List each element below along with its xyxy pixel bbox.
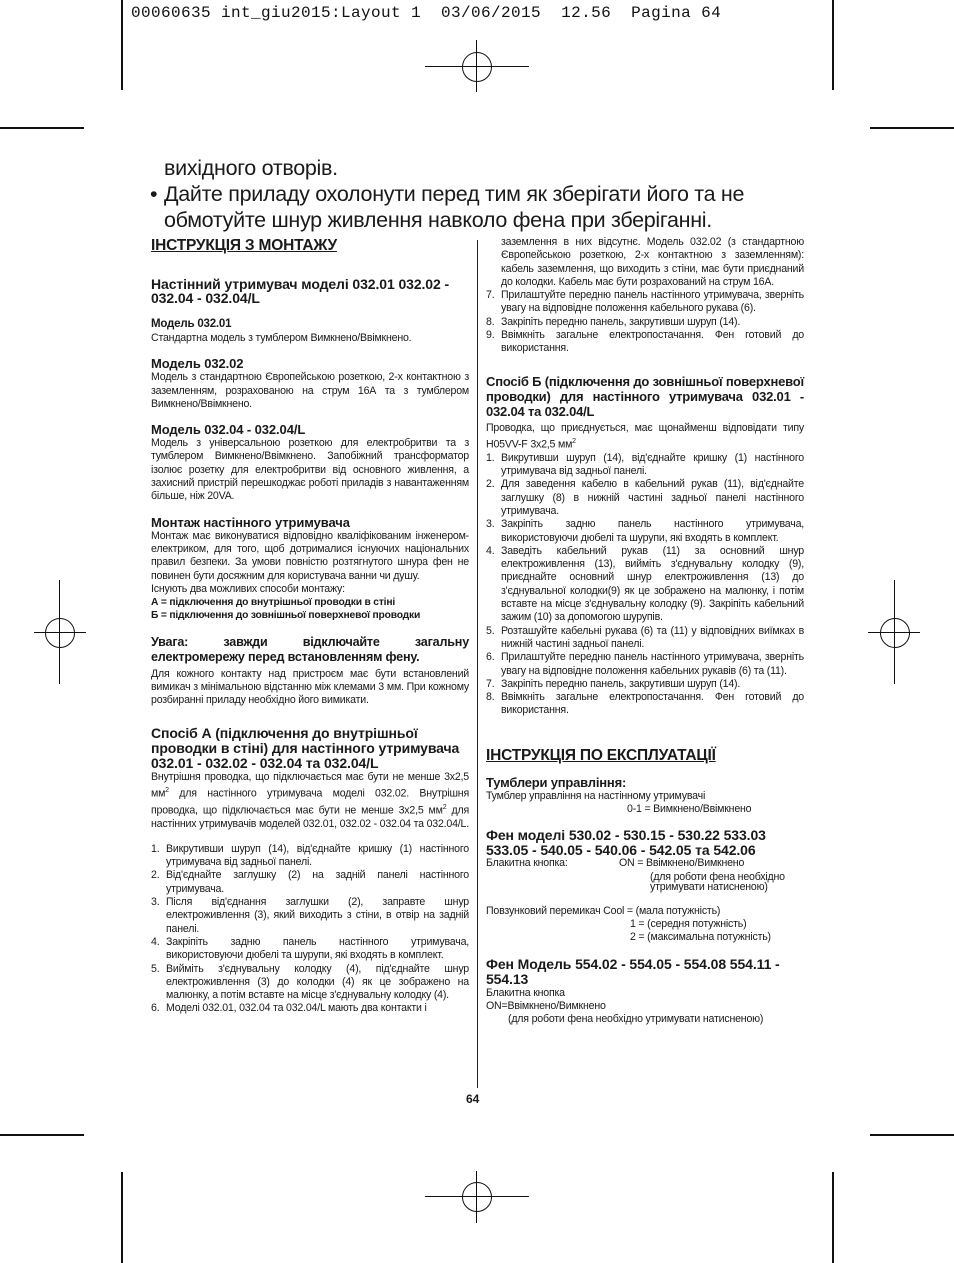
warning-title: Увага: завжди відключайте загальну електромережу перед встановленням фену. bbox=[151, 634, 469, 664]
left-column bbox=[151, 236, 469, 1016]
method-a-title: Спосіб А (підключення до внутрішньої проводки в стіні) для настінного утримувача 032.01 - 032.02 - 032.04 та 032.04/L bbox=[151, 724, 460, 771]
bullet: • bbox=[150, 182, 158, 206]
list-item: 9. Ввімкніть загальне електропостачання. Фен готовий до використання. bbox=[486, 329, 804, 355]
mounting-title: Монтаж настінного утримувача bbox=[151, 514, 350, 530]
fen2-button-label: Блакитна кнопка bbox=[486, 986, 565, 999]
list-item: 1. Викрутивши шуруп (14), від'єднайте кришку (1) настінного утримувача від задньої панелі. bbox=[486, 451, 804, 478]
intro-block bbox=[150, 155, 840, 233]
list-item: 7. Закріпіть передню панель, закрутивши шуруп (14). bbox=[486, 677, 741, 690]
registration-mark-bottom bbox=[462, 1182, 492, 1212]
fen-models-1-title: Фен моделі 530.02 - 530.15 - 530.22 533.03 533.05 - 540.05 - 540.06 - 542.05 та 542.06 bbox=[486, 827, 766, 858]
fen-models-2-title: Фен Модель 554.02 - 554.05 - 554.08 554.11 - 554.13 bbox=[486, 955, 780, 987]
mounting-options-intro: Існують два можливих способи монтажу: bbox=[151, 582, 345, 595]
registration-mark-top bbox=[462, 52, 492, 82]
slider-value-1: 1 = (середня потужність) bbox=[630, 917, 747, 930]
list-item: 1. Викрутивши шуруп (14), від'єднайте кришку (1) настінного утримувача від задньої панелі. bbox=[151, 842, 469, 869]
list-item: 3. Після від'єднання заглушки (2), заправте шнур електроживлення (3), який виходить з стіни, в отвір на задній панелі. bbox=[151, 896, 469, 935]
list-item: 6. Прилаштуйте передню панель настінного утримувача, зверніть увагу на відповідне положення кабельних рукавів (6) та (11). bbox=[486, 651, 804, 677]
list-item: 7. Прилаштуйте передню панель настінного утримувача, зверніть увагу на відповідне положення кабельного рукава (6). bbox=[486, 289, 804, 315]
list-item: 8. Закріпіть передню панель, закрутивши шуруп (14). bbox=[486, 315, 741, 328]
method-b-text: Проводка, що приєднується, має щонайменш відповідати типу H05VV-F 3х2,5 $мм^2$ bbox=[486, 421, 804, 451]
mounting-text: Монтаж має виконуватися відповідно кваліфікованим інженером-електриком, для того, щоб дотрималися існуючих національних правил безпеки. За умови повністю розтягнутого шнура фен не повинен бути досяжним для користувача ванни чи душу. bbox=[151, 529, 469, 582]
model-032-04-text: Модель з універсальною розеткою для електробритви та з тумблером Вимкнено/Ввімкнено. Запобіжний трансформатор ізолює розетку для електробритви від основного живлення, а захисний пристрій перешкоджає роботі приладів з навантаженням більше, ніж 20VA. bbox=[151, 437, 469, 503]
method-a-text: Внутрішня проводка, що підключається має бути не менше 3х2,5 $мм^2$ для настінного утримувача моделі 032.02. Внутрішня проводка, що підключається має бути не менше 3х2,5 $мм^2$ для настінних утримувачів моделей 032.01, 032.02 - 032.04 та 032.04/L. bbox=[151, 770, 469, 830]
model-032-01-text: Стандартна модель з тумблером Вимкнено/Ввімкнено. bbox=[151, 332, 412, 344]
page-number: 64 bbox=[466, 1092, 480, 1106]
registration-mark-left bbox=[45, 618, 75, 648]
fen2-button-note: (для роботи фена необхідно утримувати натисненою) bbox=[508, 1013, 764, 1026]
step-6-continuation: заземлення в них відсутнє. Модель 032.02 (з стандартною Європейською розеткою, 2-х контактною з заземленням): кабель заземлення, що виходить з стіни, має бути приєднаний до колодки. Кабель має бути розрахований на струм 16А. bbox=[501, 236, 804, 288]
intro-line: вихідного отворів. bbox=[164, 156, 338, 180]
option-a: А = підключення до внутрішньої проводки в стіні bbox=[151, 597, 396, 609]
model-032-01-title: Модель 032.01 bbox=[151, 318, 232, 330]
method-a-steps-continued bbox=[486, 289, 804, 355]
model-032-02-text: Модель з стандартною Європейською розеткою, 2-х контактною з заземленням, розрахованою на струм 16А та з тумблером Вимкнено/Ввімкнено. bbox=[151, 371, 469, 410]
registration-mark-right bbox=[880, 618, 910, 648]
list-item: 3. Закріпіть задню панель настінного утримувача, використовуючи дюбелі та шурупи, які входять в комплект. bbox=[486, 518, 804, 544]
slider-value-2: 2 = (максимальна потужність) bbox=[630, 931, 771, 944]
option-b: Б = підключення до зовнішньої поверхневої проводки bbox=[151, 610, 421, 622]
switches-title: Тумблери управління: bbox=[486, 774, 627, 790]
model-032-04-title: Модель 032.04 - 032.04/L bbox=[151, 422, 306, 438]
warning-text: Для кожного контакту над пристроєм має бути встановлений вимикач з мінімальною відстанню між клемами 3 мм. При кожному розбиранні приладу необхідно його вимикати. bbox=[151, 667, 469, 707]
right-column bbox=[486, 236, 804, 1026]
list-item: 8. Ввімкніть загальне електропостачання. Фен готовий до використання. bbox=[486, 691, 804, 717]
operation-heading: ІНСТРУКЦІЯ ПО ЕКСПЛУАТАЦІЇ bbox=[486, 746, 716, 764]
method-a-steps bbox=[151, 843, 469, 1016]
fen2-button-on: ON=Ввімкнено/Вимкнено bbox=[486, 999, 606, 1012]
method-b-steps bbox=[486, 452, 804, 718]
wall-holder-title: Настінний утримувач моделі 032.01 032.02 - 032.04 - 032.04/L bbox=[151, 276, 450, 306]
list-item: 2. Для заведення кабелю в кабельний рукав (11), від'єднайте заглушку (8) в нижній частині задньої панелі настінного утримувача. bbox=[486, 478, 804, 517]
column-divider bbox=[477, 240, 478, 1088]
switches-text: Тумблер управління на настінному утримувачі bbox=[486, 789, 706, 802]
switches-value: 0-1 = Вимкнено/Ввімкнено bbox=[627, 803, 752, 816]
list-item: 4. Заведіть кабельний рукав (11) за основний шнур електроживлення (13), вийміть з'єднувальну колодку (9), приєднайте основний шнур електроживлення (13) до з'єднувальної колодки(9) як це зображено на малюнку, і потім вставте на місце з'єднувальну колодку (9). Закріпіть кабельний зажим (10) за допомогою шурупів. bbox=[486, 544, 804, 624]
list-item: 5. Вийміть з'єднувальну колодку (4), під'єднайте шнур електроживлення (3) до колодки (4) як це зображено на малюнку, а потім вставте на місце з'єднувальну колодку (4). bbox=[151, 962, 469, 1002]
printer-slug: 00060635 int_giu2015:Layout 1 03/06/2015 12.56 Pagina 64 bbox=[131, 4, 722, 22]
list-item: 4. Закріпіть задню панель настінного утримувача, використовуючи дюбелі та шурупи, які входять в комплект. bbox=[151, 935, 469, 962]
slider-switch: Повзунковий перемикач Cool = (мала потужність) bbox=[486, 904, 721, 917]
list-item: 2. Від'єднайте заглушку (2) на задній панелі настінного утримувача. bbox=[151, 869, 469, 895]
intro-bullet-text: Дайте приладу охолонути перед тим як зберігати його та не обмотуйте шнур живлення навколо фена при зберіганні. bbox=[164, 182, 745, 232]
installation-heading: ІНСТРУКЦІЯ З МОНТАЖУ bbox=[151, 237, 337, 254]
method-b-title: Спосіб Б (підключення до зовнішньої поверхневої проводки) для настінного утримувача 032.01 - 032.04 та 032.04/L bbox=[486, 373, 804, 419]
intro-bullet-item bbox=[150, 181, 840, 233]
list-item: 5. Розташуйте кабельні рукава (6) та (11) у відповідних виїмках в нижній частині задньої панелі. bbox=[486, 624, 804, 650]
list-item: 6. Моделі 032.01, 032.04 та 032.04/L мають два контакти і bbox=[151, 1002, 427, 1015]
blue-button-note: (для роботи фена необхідно утримувати натисненою) bbox=[650, 870, 785, 894]
model-032-02-title: Модель 032.02 bbox=[151, 356, 244, 372]
blue-button-row: Блакитна кнопка: ON = Ввімкнено/Вимкнено bbox=[486, 857, 745, 870]
